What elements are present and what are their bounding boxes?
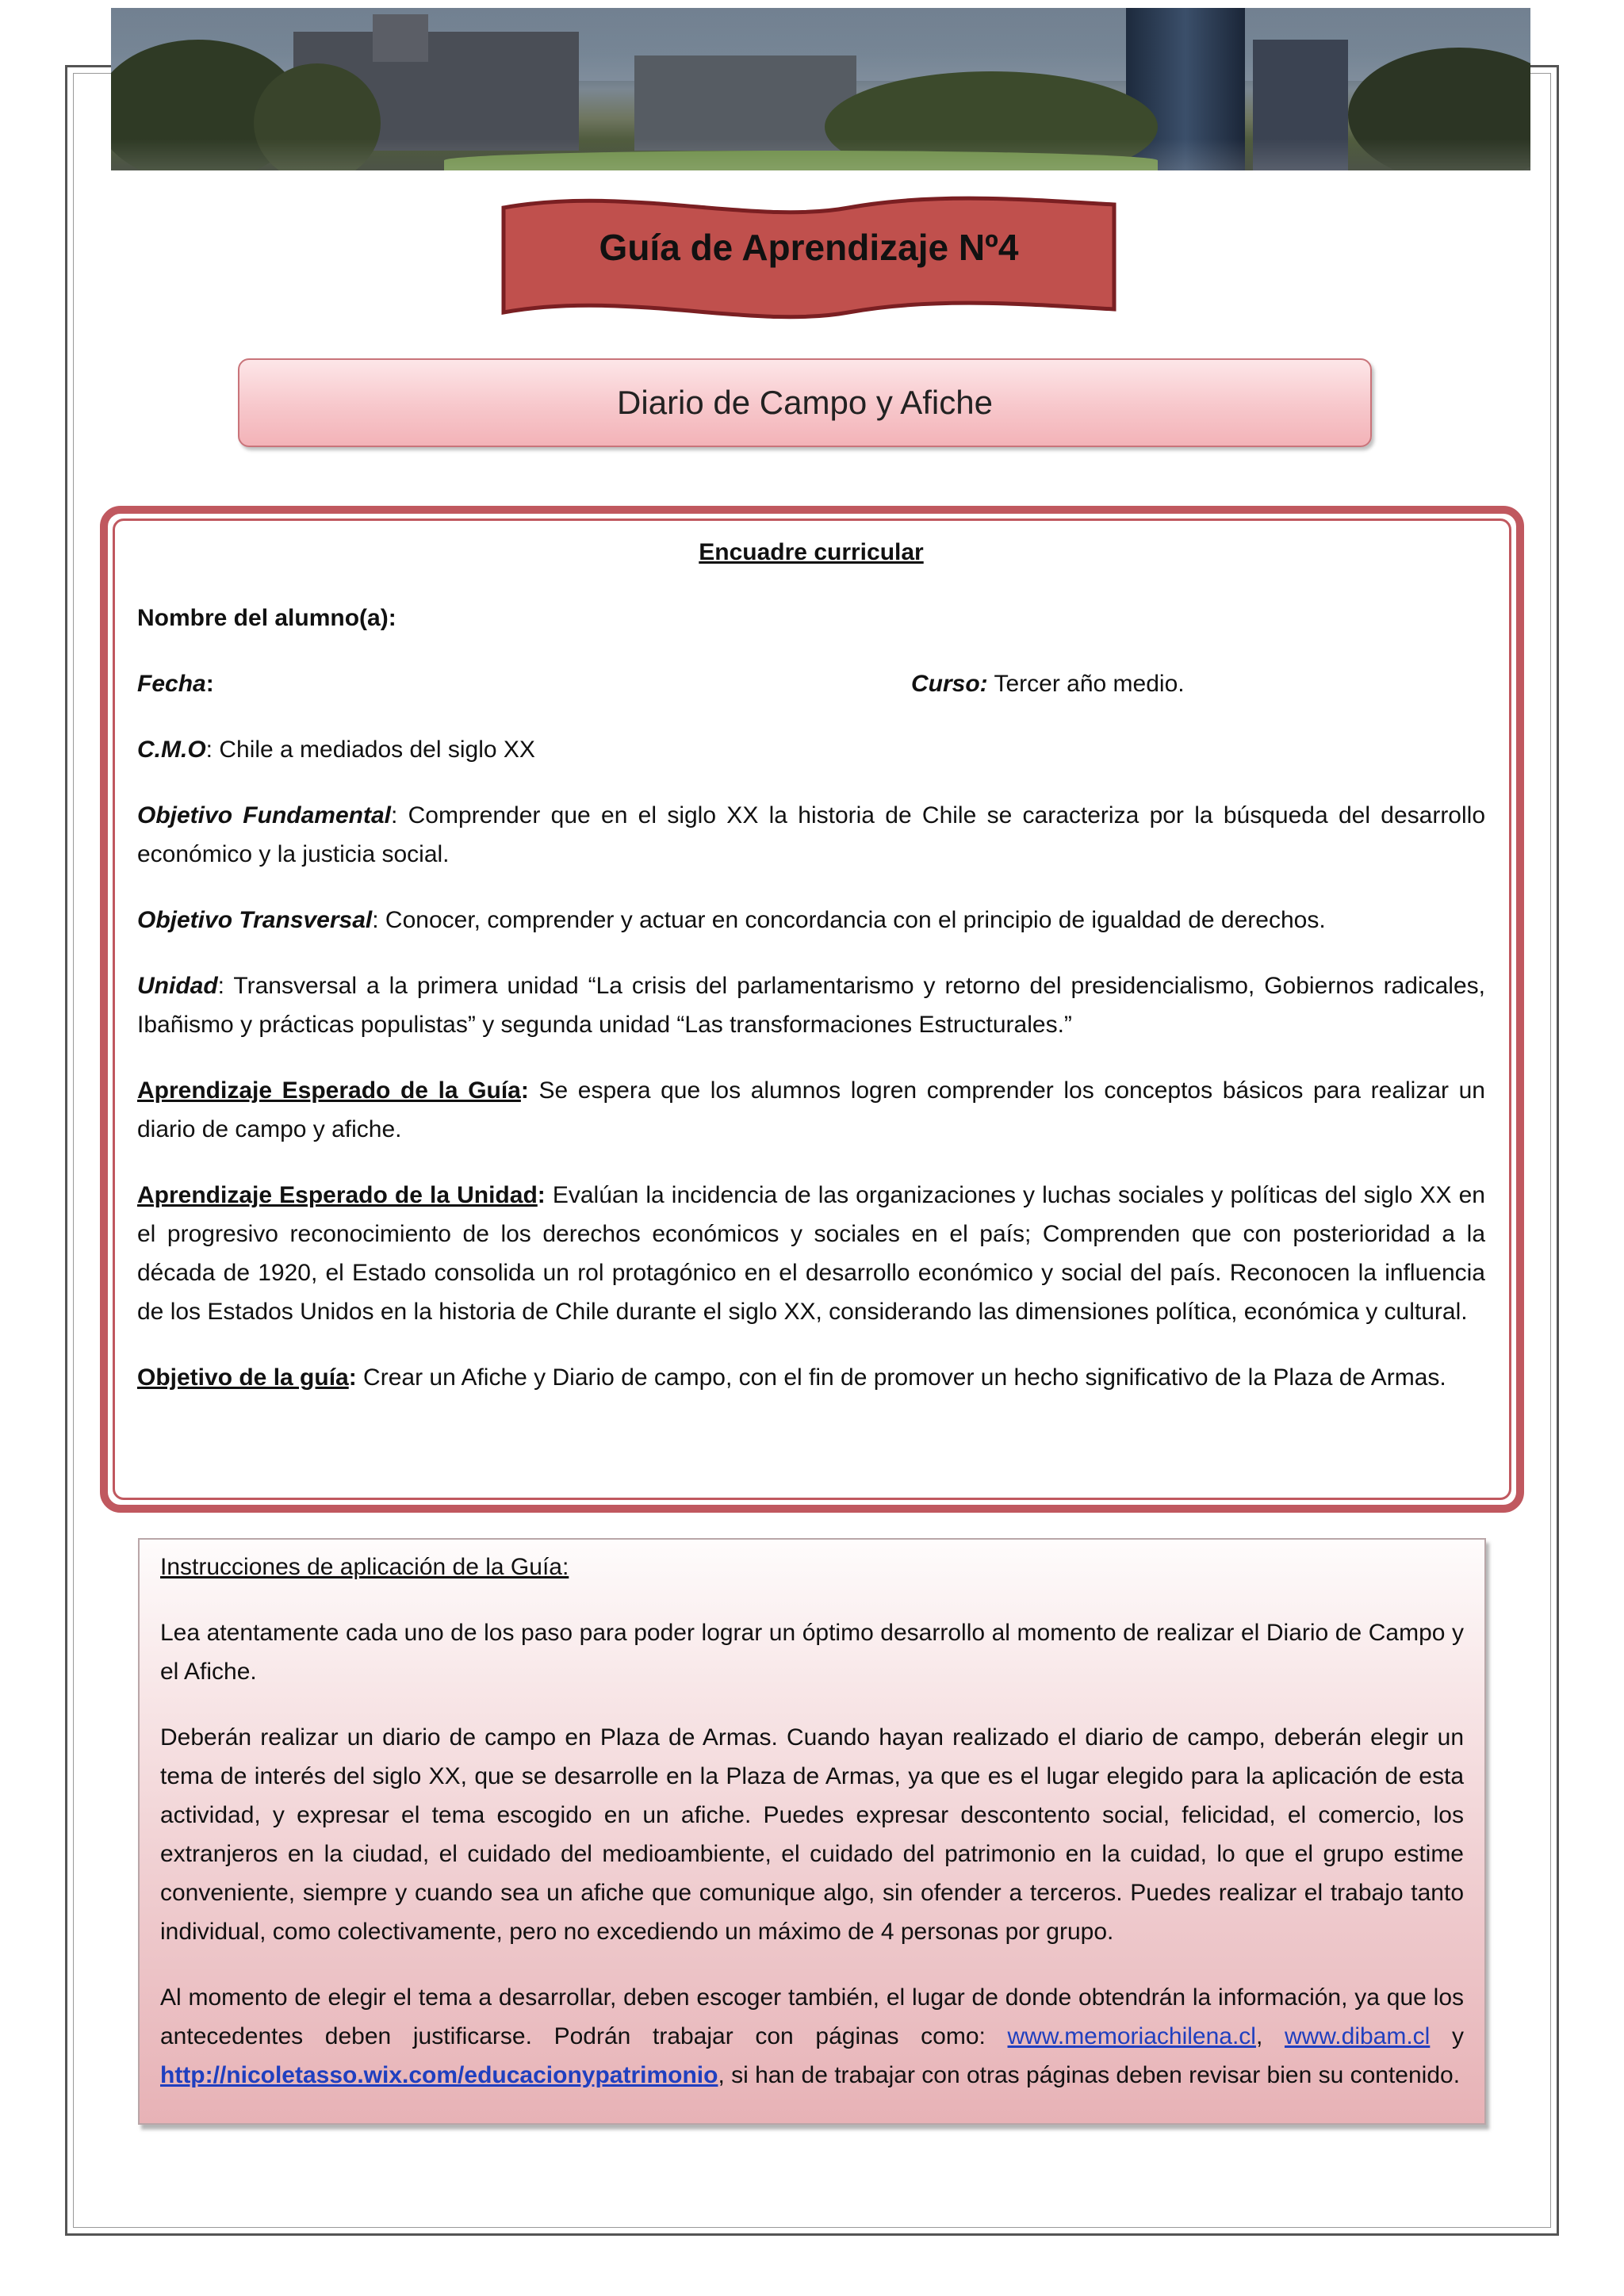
cmo-label: C.M.O (137, 737, 206, 763)
instructions-p3-end: , si han de trabajar con otras páginas deben revisar bien su contenido. (718, 2062, 1461, 2088)
subtitle-text: Diario de Campo y Afiche (617, 384, 993, 421)
unit-learning-line: Aprendizaje Esperado de la Unidad: Evalúan la incidencia de las organizaciones y luchas sociales y políticas del siglo XX en el progresivo reconocimiento de los derechos económicos y sociales en el país; Comprenden que con posterioridad a la década de 1920, el Estado consolida un rol protagónico en el desarrollo económico y social del país. Reconocen la influencia de los Estados Unidos en la historia de Chile durante el siglo XX, considerando las dimensiones política, económica y cultural. (137, 1182, 1485, 1325)
guide-objective-line: Objetivo de la guía: Crear un Afiche y Diario de campo, con el fin de promover un hecho significativo de la Plaza de Armas. (137, 1364, 1446, 1391)
guide-learning-value: Se espera que los alumnos logren comprender los conceptos básicos para realizar un diario de campo y afiche. (137, 1077, 1485, 1142)
link-nicoletasso[interactable]: http://nicoletasso.wix.com/educacionypatrimonio (160, 2062, 718, 2088)
instructions-heading: Instrucciones de aplicación de la Guía: (160, 1554, 569, 1580)
unit-label: Unidad (137, 973, 218, 999)
cmo-value: : Chile a mediados del siglo XX (205, 737, 535, 763)
date-label: Fecha (137, 671, 206, 697)
transversal-label: Objetivo Transversal (137, 907, 373, 933)
banner-tower-roof (373, 14, 428, 62)
guide-objective-label: Objetivo de la guía (137, 1364, 349, 1391)
unit-line (137, 966, 1485, 1044)
header-photo-banner (111, 8, 1530, 170)
transversal-value: : Conocer, comprender y actuar en concordancia con el principio de igualdad de derechos. (372, 907, 1326, 933)
page-title: Guía de Aprendizaje Nº4 (599, 227, 1019, 268)
fundamental-objective (137, 796, 1485, 874)
guide-objective-value: Crear un Afiche y Diario de campo, con el fin de promover un hecho significativo de la Plaza de Armas. (356, 1364, 1446, 1391)
link-dibam[interactable]: www.dibam.cl (1284, 2023, 1431, 2049)
date-field: Fecha: (137, 671, 214, 697)
unit-learning-value: Evalúan la incidencia de las organizaciones y luchas sociales y políticas del siglo XX en el progresivo reconocimiento de los derechos económicos y sociales en el país; Comprenden que con posterioridad a la década de 1920, el Estado consolida un rol protagónico en el desarrollo económico y social del país. Reconocen la influencia de los Estados Unidos en la historia de Chile durante el siglo XX, considerando las dimensiones política, económica y cultural. (137, 1182, 1485, 1325)
student-name-line (137, 599, 1485, 637)
course-value: Tercer año medio. (987, 671, 1185, 697)
instructions-section (160, 1548, 1464, 2122)
curriculum-heading: Encuadre curricular (699, 539, 924, 565)
student-name-label: Nombre del alumno(a): (137, 605, 396, 631)
subtitle-box (238, 358, 1372, 447)
link-separator: , (1255, 2023, 1285, 2049)
instructions-paragraph-3 (160, 1978, 1464, 2095)
banner-fade (111, 139, 1530, 170)
course-field (911, 664, 1185, 703)
banner-building (634, 55, 856, 151)
guide-learning-label: Aprendizaje Esperado de la Guía (137, 1077, 521, 1104)
instructions-p3-start: Al momento de elegir el tema a desarrollar, deben escoger también, el lugar de donde obtendrán la información, ya que los antecedentes deben justificarse. Podrán trabajar con páginas como: (160, 1984, 1464, 2049)
link-separator: y (1430, 2023, 1465, 2049)
instructions-paragraph-2: Deberán realizar un diario de campo en Plaza de Armas. Cuando hayan realizado el diario de campo, deberán elegir un tema de interés del siglo XX, que se desarrolle en la Plaza de Armas, ya que es el lugar elegido para la aplicación de esta actividad, y expresar el tema escogido en un afiche. Puedes expresar descontento social, felicidad, el comercio, los extranjeros en la ciudad, el cuidado del medioambiente, el cuidado del patrimonio en la cuidad, lo que el grupo estime conveniente, siempre y cuando sea un afiche que comunique algo, sin ofender a terceros. Puedes realizar el trabajo tanto individual, como colectivamente, pero no excediendo un máximo de 4 personas por grupo. (160, 1724, 1464, 1945)
guide-learning-line: Aprendizaje Esperado de la Guía: Se espera que los alumnos logren comprender los conceptos básicos para realizar un diario de campo y afiche. (137, 1077, 1485, 1142)
unit-value: : Transversal a la primera unidad “La crisis del parlamentarismo y retorno del presidencialismo, Gobiernos radicales, Ibañismo y prácticas populistas” y segunda unidad “Las transformaciones Estructurales.” (137, 973, 1485, 1038)
fundamental-value: : Comprender que en el siglo XX la historia de Chile se caracteriza por la búsqueda del desarrollo económico y la justicia social. (137, 802, 1486, 867)
link-memoriachilena[interactable]: www.memoriachilena.cl (1007, 2023, 1256, 2049)
course-label: Curso: (911, 671, 988, 697)
date-course-line (137, 664, 1485, 703)
curriculum-section (137, 533, 1485, 1424)
cmo-line (137, 730, 1485, 769)
transversal-objective (137, 901, 1485, 939)
unit-learning-label: Aprendizaje Esperado de la Unidad (137, 1182, 538, 1208)
instructions-paragraph-1: Lea atentamente cada uno de los paso para poder lograr un óptimo desarrollo al momento de realizar el Diario de Campo y el Afiche. (160, 1620, 1464, 1685)
fundamental-label: Objetivo Fundamental (137, 802, 391, 828)
